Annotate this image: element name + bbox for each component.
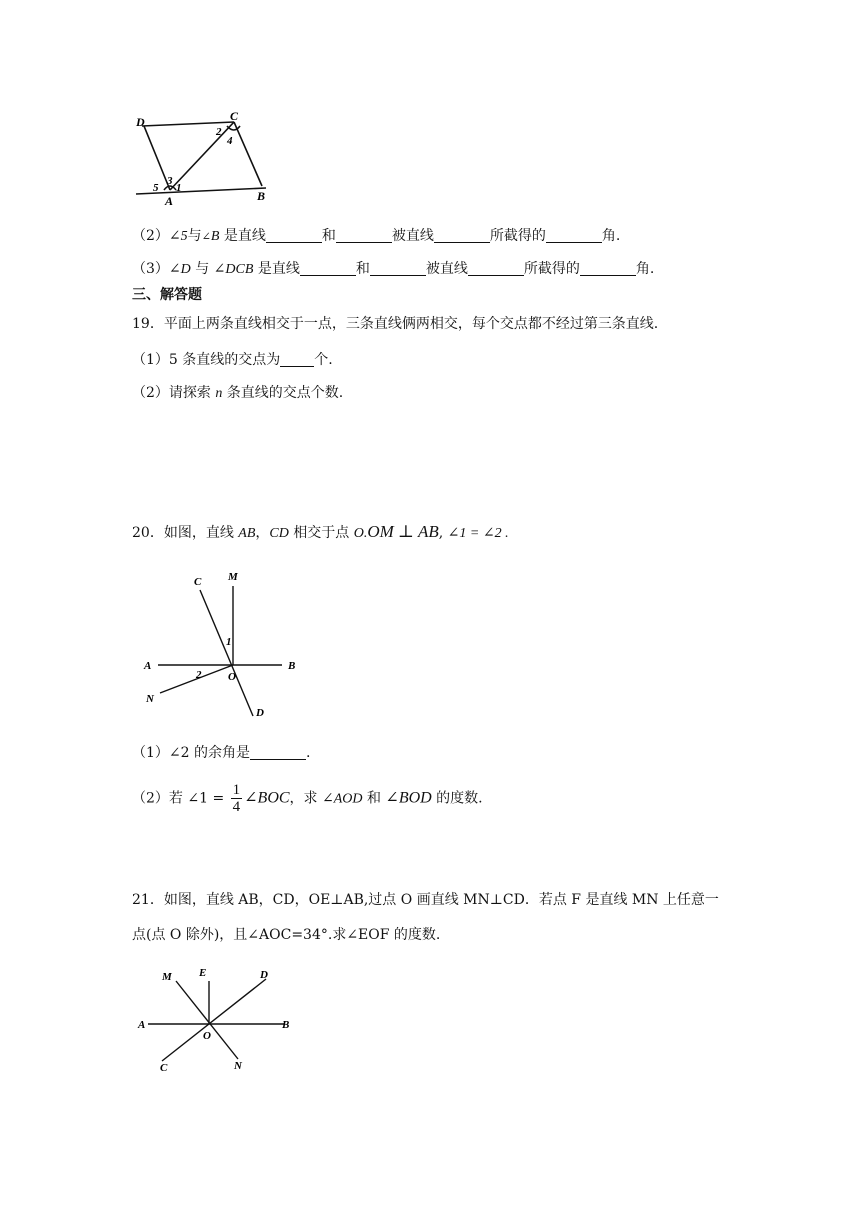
q21-line2: 点(点 O 除外)，且∠AOC=34°.求∠EOF 的度数. (132, 927, 441, 943)
label-O: O (228, 671, 236, 683)
label-A: A (138, 1019, 146, 1031)
figure-intersecting-lines-2 (136, 963, 301, 1078)
label-M: M (162, 971, 172, 983)
blank[interactable] (434, 228, 490, 243)
q20-stem: 20．如图，直线 AB，CD 相交于点 O.OM ⊥ AB, ∠1 = ∠2 . (132, 522, 509, 541)
label-1: 1 (176, 182, 182, 194)
q18-part2: （2）∠5与∠B 是直线 和 被直线 所截得的 角. (132, 228, 621, 244)
label-N: N (146, 693, 154, 705)
label-B: B (288, 660, 296, 672)
label-A: A (144, 660, 152, 672)
label-C: C (230, 109, 239, 123)
line-mn (176, 981, 238, 1059)
label-E: E (199, 967, 207, 979)
q20-part2: （2）若 ∠1 = $\frac{1}{4}$ ∠BOC，求 ∠AOD 和 ∠BOD 的度数. (132, 782, 483, 815)
blank[interactable] (370, 261, 426, 276)
line-cd (200, 590, 253, 716)
side-cb (234, 122, 262, 186)
fraction-one-quarter: $\frac{1}{4}$ (232, 782, 241, 815)
label-O: O (203, 1030, 211, 1042)
label-5: 5 (153, 182, 159, 194)
figure-parallelogram (130, 108, 280, 208)
q19-part2: （2）请探索 n 条直线的交点个数. (132, 385, 344, 401)
label-B: B (282, 1019, 290, 1031)
blank[interactable] (280, 352, 314, 367)
blank[interactable] (468, 261, 524, 276)
label-M: M (228, 571, 238, 583)
label-1: 1 (226, 636, 232, 648)
blank[interactable] (250, 745, 306, 760)
section-heading: 三、解答题 (132, 287, 202, 303)
q18-part3: （3）∠D 与 ∠DCB 是直线 和 被直线 所截得的 角. (132, 261, 655, 277)
q19-part1: （1）5 条直线的交点为 个. (132, 352, 333, 368)
line-cd (162, 979, 266, 1061)
label-A: A (165, 194, 174, 208)
label-C: C (160, 1062, 168, 1074)
label-4: 4 (227, 135, 233, 147)
blank[interactable] (336, 228, 392, 243)
q21-line1: 21．如图，直线 AB，CD，OE⊥AB,过点 O 画直线 MN⊥CD．若点 F 是直线 MN 上任意一 (132, 892, 719, 908)
blank[interactable] (300, 261, 356, 276)
label-3: 3 (167, 175, 173, 187)
label-N: N (234, 1060, 242, 1072)
label-2: 2 (196, 669, 202, 681)
label-2: 2 (216, 126, 222, 138)
label-B: B (257, 189, 266, 203)
diag-ac (170, 122, 234, 190)
figure-intersecting-lines-1 (140, 568, 310, 723)
label-D: D (260, 969, 268, 981)
label-C: C (194, 576, 202, 588)
q19-stem: 19．平面上两条直线相交于一点，三条直线俩两相交，每个交点都不经过第三条直线. (132, 316, 659, 332)
label-D: D (136, 115, 145, 129)
q20-part1: （1）∠2 的余角是 . (132, 745, 311, 761)
blank[interactable] (546, 228, 602, 243)
blank[interactable] (266, 228, 322, 243)
label-D: D (256, 707, 264, 719)
blank[interactable] (580, 261, 636, 276)
